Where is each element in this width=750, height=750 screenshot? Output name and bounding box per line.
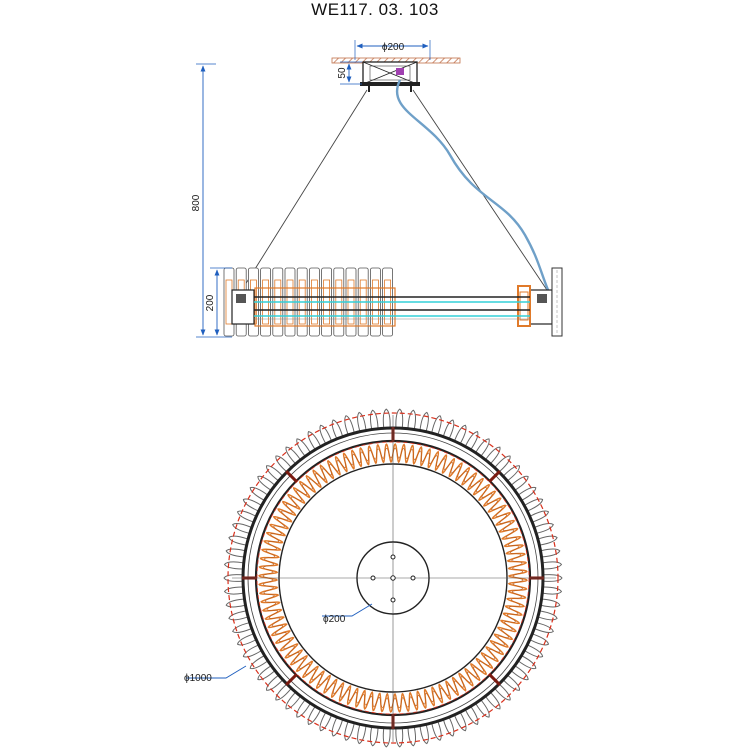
ring-height-label: 200 [205, 294, 216, 312]
canopy-height-label: 50 [337, 67, 348, 79]
top-view [184, 409, 562, 747]
glass-scallop [370, 728, 378, 746]
glass-scallop [455, 713, 466, 731]
glass-scallop [531, 634, 549, 645]
glass-scallop [396, 409, 403, 427]
glass-scallop [408, 410, 416, 428]
glass-scallop [383, 409, 390, 427]
ring-diameter-label: ϕ1000 [184, 673, 212, 684]
side-view [191, 40, 562, 337]
glass-scallop [396, 729, 403, 747]
drawing-title: WE117. 03. 103 [311, 0, 439, 19]
central-hub [357, 542, 429, 614]
glass-scallop [455, 425, 466, 443]
dimension-canopy-diameter [355, 40, 430, 60]
glass-scallop [226, 599, 244, 607]
glass-scallop [238, 511, 256, 522]
glass-scallop [225, 587, 243, 594]
canopy-side [360, 62, 420, 92]
hub-diameter-label: ϕ200 [323, 614, 346, 625]
glass-scallop [383, 729, 390, 747]
frame-bracket [286, 471, 297, 482]
glass-scallop [358, 725, 366, 743]
glass-scallop [238, 634, 256, 645]
glass-scallop [531, 511, 549, 522]
frame-bracket [489, 674, 500, 685]
glass-scallop [543, 587, 561, 594]
frame-bracket [489, 471, 500, 482]
overall-height-label: 800 [191, 194, 202, 212]
glass-scallop [420, 725, 428, 743]
glass-scallop [542, 599, 560, 607]
dimension-canopy-height [337, 62, 362, 84]
frame-bracket [286, 674, 297, 685]
ring-side-view [224, 268, 562, 336]
glass-scallop [408, 728, 416, 746]
glass-scallop [420, 412, 428, 430]
glass-scallop [225, 562, 243, 569]
glass-scallop [370, 410, 378, 428]
suspension-cable-left [240, 90, 367, 293]
glass-scallop [542, 549, 560, 557]
canopy-diameter-label: ϕ200 [381, 42, 405, 53]
glass-scallop [543, 562, 561, 569]
